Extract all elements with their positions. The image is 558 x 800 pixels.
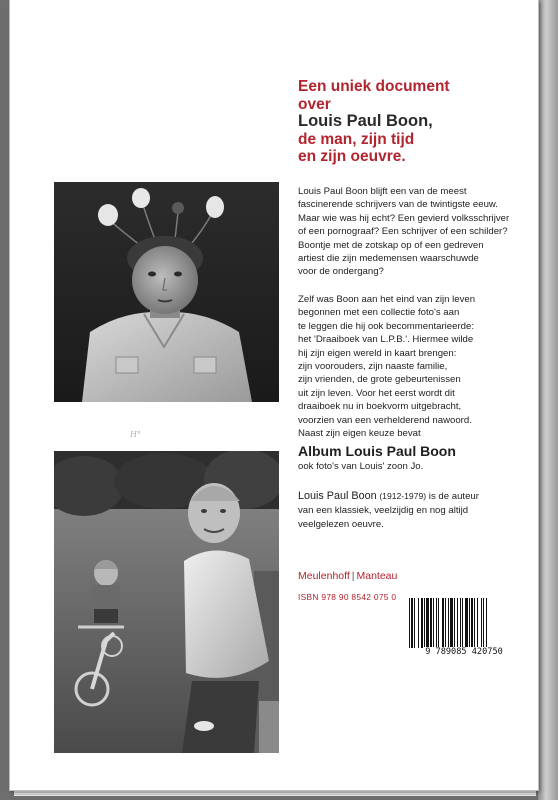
barcode-bar <box>442 598 444 648</box>
barcode-bar <box>469 598 470 648</box>
barcode-bar <box>424 598 425 648</box>
barcode-bar <box>436 598 437 648</box>
barcode-bar <box>430 598 432 648</box>
album-title: Album Louis Paul Boon <box>298 443 456 459</box>
text-line: hij zijn eigen wereld in kaart brengen: <box>298 347 457 359</box>
text-line: Zelf was Boon aan het eind van zijn leven <box>298 294 476 305</box>
barcode-bar <box>471 598 473 648</box>
text-line: fascinerende schrijvers van de twintigste eeuw. <box>298 199 498 211</box>
author-years: (1912-1979) <box>379 491 427 501</box>
text-line: Boontje met de zotskap op of een gedreven <box>298 239 484 251</box>
publisher-right: Manteau <box>356 570 398 582</box>
headline <box>298 78 528 166</box>
author-name: Louis Paul Boon <box>298 490 377 502</box>
text-line: begonnen met een collectie foto's aan <box>298 307 460 319</box>
bio-line-3: veelgelezen oeuvre. <box>298 518 384 530</box>
pencil-note: H° <box>130 430 141 439</box>
barcode-bar <box>421 598 423 648</box>
barcode-bar <box>445 598 446 648</box>
text-line: voor de ondergang? <box>298 266 384 278</box>
author-bio <box>298 490 526 531</box>
isbn-text: ISBN 978 90 8542 075 0 <box>298 592 397 602</box>
bio-line-2: van een klassiek, veelzijdig en nog altijd <box>298 504 469 516</box>
barcode-bar <box>438 598 439 648</box>
barcode-bar <box>462 598 463 648</box>
album-subtitle: ook foto's van Louis' zoon Jo. <box>298 461 424 472</box>
bio-line-1-rest: is de auteur <box>426 491 479 502</box>
headline-line-4: de man, zijn tijd <box>298 130 415 148</box>
text-line: te leggen die hij ook becommentarieerde: <box>298 320 474 332</box>
barcode-bar <box>457 598 458 648</box>
book-spine <box>538 0 558 800</box>
text-line: Louis Paul Boon blijft een van de meest <box>298 186 467 197</box>
intro-paragraph <box>298 185 526 279</box>
barcode-bar <box>477 598 478 648</box>
headline-line-3: Louis Paul Boon, <box>298 112 433 130</box>
barcode-bar <box>448 598 449 648</box>
headline-line-1: Een uniek document <box>298 78 450 95</box>
text-line: zijn voorouders, zijn naaste familie, <box>298 361 448 373</box>
text-line: draaiboek nu in boekvorm uitgebracht, <box>298 401 462 413</box>
text-line: zijn vrienden, de grote gebeurtenissen <box>298 374 461 386</box>
text-line: het 'Draaiboek van L.P.B.'. Hiermee wilde <box>298 334 474 346</box>
photo-garden-with-child <box>54 451 279 753</box>
barcode-bar <box>414 598 415 648</box>
publisher-left: Meulenhoff <box>298 570 350 582</box>
barcode-bar <box>454 598 455 648</box>
headline-line-5: en zijn oeuvre. <box>298 148 406 165</box>
text-line: uit zijn leven. Voor het eerst wordt dit <box>298 387 455 399</box>
publisher-separator: | <box>351 570 355 582</box>
barcode-bar <box>483 598 484 648</box>
draaiboek-paragraph <box>298 293 526 440</box>
barcode-bar <box>460 598 461 648</box>
barcode-bar <box>411 598 413 648</box>
text-line: artiest die zijn medemensen waarschuwde <box>298 253 479 265</box>
barcode-bar <box>486 598 487 648</box>
publisher-logo <box>298 570 397 582</box>
bio-line-1 <box>298 490 526 504</box>
barcode-bar <box>409 598 410 648</box>
barcode-bar <box>433 598 434 648</box>
text-line: Maar wie was hij echt? Een gevierd volksschrijver <box>298 212 510 224</box>
barcode-bar <box>465 598 468 648</box>
text-line: Naast zijn eigen keuze bevat <box>298 428 421 440</box>
barcode-digits <box>405 647 523 657</box>
text-line: of een pornograaf? Een schrijver of een schilder? <box>298 226 508 238</box>
barcode-bar <box>450 598 453 648</box>
barcode-number: 9 789085 420750 <box>425 647 503 657</box>
barcode-bar <box>474 598 475 648</box>
barcode-bar <box>418 598 419 648</box>
headline-line-2: over <box>298 95 331 113</box>
barcode-bar <box>481 598 482 648</box>
photo-man-with-tulips <box>54 182 279 402</box>
barcode-bar <box>426 598 429 648</box>
text-line: voorzien van een verhelderend nawoord. <box>298 414 472 426</box>
